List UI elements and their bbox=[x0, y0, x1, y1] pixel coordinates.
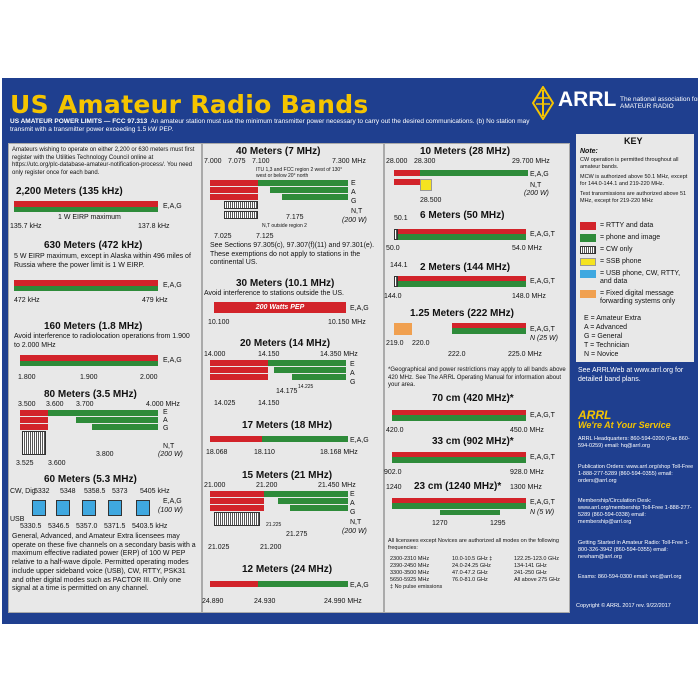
freq-2m-2: 144.0 bbox=[384, 293, 402, 300]
band-bar-20m-g-red bbox=[210, 374, 268, 380]
band-title-160m: 160 Meters (1.8 MHz) bbox=[44, 321, 143, 332]
freq-23cm-2: 1300 MHz bbox=[510, 484, 542, 491]
geo-note: *Geographical and power restrictions may apply to all bands above 420 MHz. See The ARRL Operating Manual for information about your area. bbox=[388, 367, 566, 388]
band-title-10m: 10 Meters (28 MHz) bbox=[420, 146, 511, 157]
freq-20m-4: 14.025 bbox=[214, 400, 236, 407]
band-bar-15m-a-green bbox=[278, 498, 348, 504]
power-15m: (200 W) bbox=[342, 528, 367, 535]
note-630m: 5 W EIRP maximum, except in Alaska within 496 miles of Russia where the power limit is 1 W EIRP. bbox=[14, 253, 191, 269]
freq-cell: 5650-5925 MHz bbox=[390, 577, 430, 583]
key-notes bbox=[580, 148, 692, 205]
band-bar-40m-e-green bbox=[258, 180, 348, 186]
freq-23cm-3: 1270 bbox=[432, 520, 448, 527]
freq-15m-6: 21.025 bbox=[208, 544, 230, 551]
band-bar-23cm-n bbox=[440, 510, 500, 515]
band-bar-80m-e-green bbox=[48, 410, 158, 416]
label-60m-cw: CW, Dig bbox=[10, 488, 36, 495]
class-6m: E,A,G,T bbox=[530, 231, 555, 238]
copyright: Copyright © ARRL 2017 rev. 9/22/2017 bbox=[576, 603, 671, 609]
key-swatch-usb bbox=[580, 270, 596, 278]
subtitle bbox=[10, 118, 530, 134]
freq-20m-1: 14.000 bbox=[204, 351, 226, 358]
freq-12m-2: 24.930 bbox=[254, 598, 276, 605]
band-bar-40m-g-red bbox=[210, 194, 258, 200]
freq-40m-4: 7.300 MHz bbox=[332, 158, 366, 165]
band-title-2200m: 2,200 Meters (135 kHz) bbox=[16, 186, 123, 197]
band-bar-2m-cw bbox=[394, 276, 398, 287]
freq-cell: All above 275 GHz bbox=[514, 577, 560, 583]
key-note-2: MCW is authorized above 50.1 MHz, except for 144.0-144.1 and 219-220 MHz. bbox=[580, 174, 688, 187]
freq-40m-1: 7.000 bbox=[204, 158, 222, 165]
band-title-40m: 40 Meters (7 MHz) bbox=[236, 146, 321, 157]
class-15m-nt: N,T bbox=[350, 519, 362, 526]
class-15m-g: G bbox=[350, 509, 356, 516]
arrlweb-note[interactable]: See ARRLWeb at www.arrl.org for detailed band plans. bbox=[578, 367, 684, 383]
class-40m-g: G bbox=[351, 198, 357, 205]
band-bar-40m-cw-nt bbox=[224, 201, 258, 209]
band-title-630m: 630 Meters (472 kHz) bbox=[44, 240, 143, 251]
band-bar-80m-e-red bbox=[20, 410, 48, 416]
class-80m-nt: N,T bbox=[163, 443, 175, 450]
freq-6m-3: 54.0 MHz bbox=[512, 245, 542, 252]
contact-exams: Exams: 860-594-0300 email: vec@arrl.org bbox=[578, 574, 682, 580]
freq-15m-3: 21.450 MHz bbox=[318, 482, 356, 489]
freq-23cm-4: 1295 bbox=[490, 520, 506, 527]
contact-membership: Membership/Circulation Desk: www.arrl.org/membership Toll-Free 1-888-277-5289 (860-594-0338) email: membership@arrl.org bbox=[578, 498, 692, 525]
freq-cell: 241-250 GHz bbox=[514, 570, 547, 576]
band-bar-125m-green bbox=[452, 328, 526, 334]
key-swatch-ssb bbox=[580, 258, 596, 266]
freq-125m-1: 219.0 bbox=[386, 340, 404, 347]
band-bar-80m-g-red bbox=[20, 424, 48, 430]
freq-15m-5: 21.275 bbox=[286, 531, 308, 538]
band-title-60m: 60 Meters (5.3 MHz) bbox=[44, 474, 137, 485]
class-10m-nt: N,T bbox=[530, 182, 542, 189]
band-title-20m: 20 Meters (14 MHz) bbox=[240, 338, 331, 349]
freq-6m-1: 50.1 bbox=[394, 215, 408, 222]
band-bar-70cm-green bbox=[392, 415, 526, 421]
band-title-30m: 30 Meters (10.1 MHz) bbox=[236, 278, 335, 289]
freq-30m-lo: 10.100 bbox=[208, 319, 230, 326]
class-20m-g: G bbox=[350, 379, 356, 386]
class-80m-a: A bbox=[163, 417, 168, 424]
freq-125m-4: 225.0 MHz bbox=[508, 351, 542, 358]
freq-12m-3: 24.990 MHz bbox=[324, 598, 362, 605]
band-bar-630m-green bbox=[14, 286, 158, 291]
freq-cell: 24.0-24.25 GHz bbox=[452, 563, 491, 569]
band-title-6m: 6 Meters (50 MHz) bbox=[420, 210, 505, 221]
usb-60m-5: 5403.5 kHz bbox=[132, 523, 168, 530]
ch-60m-4: 5373 bbox=[112, 488, 128, 495]
note-60m: General, Advanced, and Amateur Extra licensees may operate on these five channels on a secondary basis with a maximum effective radiated power (ERP) of 100 W PEP relative to a half-wave dipole. Permitted operating modes include upper sideband voice (USB), CW, RTTY, PSK31 and other digital modes such as PACTOR III. Only one signal at a time is permitted on any channel. bbox=[12, 533, 196, 593]
band-bar-12m-green bbox=[258, 581, 348, 587]
class-70cm: E,A,G,T bbox=[530, 412, 555, 419]
arrl-logo-text: ARRL bbox=[558, 88, 617, 111]
class-630m: E,A,G bbox=[163, 282, 182, 289]
key-swatch-rtty bbox=[580, 222, 596, 230]
class-2200m: E,A,G bbox=[163, 203, 182, 210]
class-novice: N = Novice bbox=[584, 351, 619, 358]
freq-40m-2: 7.075 bbox=[228, 158, 246, 165]
contact-hq: ARRL Headquarters: 860-594-0200 (Fax 860-594-0259) email: hq@arrl.org bbox=[578, 436, 690, 449]
band-title-70cm: 70 cm (420 MHz)* bbox=[432, 393, 514, 404]
freq-17m-1: 18.068 bbox=[206, 449, 228, 456]
freq-80m-2: 3.600 bbox=[46, 401, 64, 408]
band-title-17m: 17 Meters (18 MHz) bbox=[242, 420, 333, 431]
freq-17m-2: 18.110 bbox=[254, 449, 275, 456]
freq-20m-2: 14.150 bbox=[258, 351, 280, 358]
freq-80m-6: 3.600 bbox=[48, 460, 66, 467]
freq-cell: 3300-3500 MHz bbox=[390, 570, 430, 576]
license-classes bbox=[584, 314, 641, 359]
class-20m-a: A bbox=[350, 370, 355, 377]
freq-15m-1: 21.000 bbox=[204, 482, 226, 489]
freq-20m-5: 14.150 bbox=[258, 400, 280, 407]
note-160m: Avoid interference to radiolocation operations from 1.900 to 2.000 MHz bbox=[14, 333, 190, 349]
band-title-125m: 1.25 Meters (222 MHz) bbox=[410, 308, 514, 319]
freq-40m-7: 7.125 bbox=[256, 233, 274, 240]
ch-60m-2: 5348 bbox=[60, 488, 76, 495]
freq-15m-2: 21.200 bbox=[256, 482, 278, 489]
freq-30m-hi: 10.150 MHz bbox=[328, 319, 366, 326]
class-125m: E,A,G,T bbox=[530, 326, 555, 333]
key-label-cw: = CW only bbox=[600, 246, 633, 253]
class-2m: E,A,G,T bbox=[530, 278, 555, 285]
page-title: US Amateur Radio Bands bbox=[10, 90, 369, 119]
note-40m-r2: N,T outside region 2 bbox=[262, 223, 307, 229]
class-15m-e: E bbox=[350, 491, 355, 498]
band-bar-80m-g-green bbox=[92, 424, 158, 430]
power-40m: (200 W) bbox=[342, 217, 367, 224]
band-bar-10m-ssb bbox=[420, 179, 432, 191]
band-bar-15m-a-red bbox=[210, 498, 264, 504]
freq-70cm-1: 420.0 bbox=[386, 427, 404, 434]
service-heading: ARRL bbox=[578, 408, 612, 422]
band-bar-10m-green bbox=[420, 170, 528, 176]
freq-23cm-1: 1240 bbox=[386, 484, 402, 491]
freq-40m-3: 7.100 bbox=[252, 158, 270, 165]
freq-2m-1: 144.1 bbox=[390, 262, 408, 269]
contact-newham: Getting Started in Amateur Radio: Toll-Free 1-800-326-3942 (860-594-0355) email: newham@arrl.org bbox=[578, 540, 690, 560]
freq-80m-5: 3.525 bbox=[16, 460, 34, 467]
band-bar-10m-nt-red bbox=[394, 179, 420, 185]
power-10m: (200 W) bbox=[524, 190, 549, 197]
freq-2m-3: 148.0 MHz bbox=[512, 293, 546, 300]
class-40m-a: A bbox=[351, 189, 356, 196]
channel-60m-5 bbox=[136, 500, 150, 516]
ch-60m-3: 5358.5 bbox=[84, 488, 106, 495]
freq-cell: 134-141 GHz bbox=[514, 563, 547, 569]
class-40m-e: E bbox=[351, 180, 356, 187]
band-bar-80m-a-red bbox=[20, 417, 48, 423]
key-label-rtty: = RTTY and data bbox=[600, 222, 654, 229]
class-technician: T = Technician bbox=[584, 342, 630, 349]
band-bar-40m-cw-r2 bbox=[224, 211, 258, 219]
band-title-15m: 15 Meters (21 MHz) bbox=[242, 470, 333, 481]
freq-80m-4: 4.000 MHz bbox=[146, 401, 180, 408]
key-swatch-phone bbox=[580, 234, 596, 242]
class-23cm-n: N (5 W) bbox=[530, 509, 555, 516]
freq-630m-hi: 479 kHz bbox=[142, 297, 168, 304]
freq-15m-7: 21.200 bbox=[260, 544, 282, 551]
pulse-note: ‡ No pulse emissions bbox=[390, 584, 443, 590]
key-title: KEY bbox=[624, 136, 643, 146]
band-bar-80m-cw bbox=[22, 431, 46, 455]
usb-60m-1: 5330.5 bbox=[20, 523, 42, 530]
freq-cell: 47.0-47.2 GHz bbox=[452, 570, 488, 576]
note-30m: Avoid interference to stations outside the US. bbox=[204, 290, 344, 297]
band-bar-20m-e-red bbox=[210, 360, 268, 366]
band-bar-6m-cw bbox=[394, 229, 398, 240]
key-label-fixed: = Fixed digital message forwarding systems only bbox=[600, 290, 676, 305]
class-125m-n: N (25 W) bbox=[530, 335, 558, 342]
freq-125m-2: 220.0 bbox=[412, 340, 430, 347]
subtitle-bold: US AMATEUR POWER LIMITS — FCC 97.313 bbox=[10, 118, 148, 125]
freq-160m-2: 1.900 bbox=[80, 374, 98, 381]
channel-60m-2 bbox=[56, 500, 70, 516]
freq-80m-7: 3.800 bbox=[96, 451, 114, 458]
band-bar-17m-green bbox=[262, 436, 348, 442]
band-bar-2m-green bbox=[398, 281, 526, 287]
freq-80m-1: 3.500 bbox=[18, 401, 36, 408]
freq-40m-6: 7.025 bbox=[214, 233, 232, 240]
band-bar-15m-e-red bbox=[210, 491, 264, 497]
key-label-ssb: = SSB phone bbox=[600, 258, 642, 265]
freq-80m-3: 3.700 bbox=[76, 401, 94, 408]
band-bar-20m-a-green bbox=[274, 367, 346, 373]
band-bar-15m-cw bbox=[214, 512, 260, 526]
channel-60m-3 bbox=[82, 500, 96, 516]
key-swatch-cw bbox=[580, 246, 596, 254]
usb-60m-3: 5357.0 bbox=[76, 523, 98, 530]
band-bar-10m-red bbox=[394, 170, 420, 176]
above-note: All licensees except Novices are authorized all modes on the following frequencies: bbox=[388, 538, 559, 551]
freq-20m-7: 14.225 bbox=[298, 384, 314, 390]
class-12m: E,A,G bbox=[350, 582, 369, 589]
band-bar-2200m-green bbox=[14, 207, 158, 212]
freq-10m-2: 28.300 bbox=[414, 158, 436, 165]
band-bar-80m-a-green bbox=[76, 417, 158, 423]
band-bar-20m-e-green bbox=[268, 360, 346, 366]
freq-40m-5: 7.175 bbox=[286, 214, 304, 221]
key-note-1: CW operation is permitted throughout all amateur bands. bbox=[580, 157, 679, 170]
class-23cm: E,A,G,T bbox=[530, 499, 555, 506]
note-40m-itu: ITU 1,3 and FCC region 2 west of 130° west or below 20° north bbox=[256, 167, 343, 179]
freq-2200m-lo: 135.7 kHz bbox=[10, 223, 42, 230]
class-10m: E,A,G bbox=[530, 171, 549, 178]
band-title-12m: 12 Meters (24 MHz) bbox=[242, 564, 333, 575]
registration-note: Amateurs wishing to operate on either 2,200 or 630 meters must first register with the Utilities Technology Council online at https://utc.org/plc-database-amateur-notification-process/. You need only register once for each band. bbox=[12, 147, 195, 176]
key-label-phone: = phone and image bbox=[600, 234, 661, 241]
freq-cell: 76.0-81.0 GHz bbox=[452, 577, 488, 583]
key-note-3: Test transmissions are authorized above 51 MHz, except for 219-220 MHz bbox=[580, 191, 687, 204]
freq-cell: 2390-2450 MHz bbox=[390, 563, 430, 569]
band-bar-12m-red bbox=[210, 581, 258, 587]
freq-cell: 122.25-123.0 GHz bbox=[514, 556, 559, 562]
ch-60m-5: 5405 kHz bbox=[140, 488, 170, 495]
freq-10m-4: 28.500 bbox=[420, 197, 442, 204]
class-17m: E,A,G bbox=[350, 437, 369, 444]
freq-cell: 2300-2310 MHz bbox=[390, 556, 430, 562]
power-80m: (200 W) bbox=[158, 451, 183, 458]
subtitle-text: An amateur station must use the minimum transmitter power necessary to carry out the desired communications. (b) No station may transmit with a transmitter power exceeding 1.5 kW PEP. bbox=[10, 118, 530, 133]
freq-160m-3: 2.000 bbox=[140, 374, 158, 381]
freq-2200m-hi: 137.8 kHz bbox=[138, 223, 170, 230]
freq-cell: 10.0-10.5 GHz ‡ bbox=[452, 556, 493, 562]
freq-6m-2: 50.0 bbox=[386, 245, 400, 252]
note-40m: See Sections 97.305(c), 97.307(f)(11) and 97.301(e). These exemptions do not apply to stations in the continental US. bbox=[210, 242, 375, 266]
band-title-33cm: 33 cm (902 MHz)* bbox=[432, 436, 514, 447]
class-15m-a: A bbox=[350, 500, 355, 507]
freq-20m-3: 14.350 MHz bbox=[320, 351, 358, 358]
key-note-heading: Note: bbox=[580, 148, 598, 155]
class-33cm: E,A,G,T bbox=[530, 454, 555, 461]
service-subheading: We're At Your Service bbox=[578, 420, 671, 430]
band-bar-20m-a-red bbox=[210, 367, 268, 373]
band-bar-40m-e-red bbox=[210, 180, 258, 186]
ch-60m-1: 5332 bbox=[34, 488, 50, 495]
class-60m: E,A,G bbox=[163, 498, 182, 505]
freq-17m-3: 18.168 MHz bbox=[320, 449, 358, 456]
class-20m-e: E bbox=[350, 361, 355, 368]
band-bar-23cm-green bbox=[392, 503, 526, 509]
usb-60m-4: 5371.5 bbox=[104, 523, 126, 530]
band-bar-33cm-green bbox=[392, 457, 526, 463]
band-bar-6m-green bbox=[398, 234, 526, 240]
freq-table bbox=[390, 556, 560, 591]
label-60m-usb: USB bbox=[10, 516, 25, 523]
channel-60m-1 bbox=[32, 500, 46, 516]
band-bar-15m-g-green bbox=[290, 505, 348, 511]
band-bar-40m-a-green bbox=[270, 187, 348, 193]
freq-33cm-2: 928.0 MHz bbox=[510, 469, 544, 476]
channel-60m-4 bbox=[108, 500, 122, 516]
band-title-80m: 80 Meters (3.5 MHz) bbox=[44, 389, 137, 400]
band-bar-125m-fixed bbox=[394, 323, 412, 335]
class-general: G = General bbox=[584, 333, 623, 340]
band-bar-40m-a-red bbox=[210, 187, 258, 193]
key-swatch-fixed bbox=[580, 290, 596, 298]
power-60m: (100 W) bbox=[158, 507, 183, 514]
band-title-23cm: 23 cm (1240 MHz)* bbox=[414, 481, 502, 492]
freq-12m-1: 24.890 bbox=[202, 598, 224, 605]
arrl-diamond-logo-icon bbox=[532, 86, 554, 120]
class-80m-e: E bbox=[163, 409, 168, 416]
freq-10m-3: 29.700 MHz bbox=[512, 158, 550, 165]
key-label-usb: = USB phone, CW, RTTY, and data bbox=[600, 270, 681, 285]
band-title-2m: 2 Meters (144 MHz) bbox=[420, 262, 511, 273]
freq-15m-4: 21.225 bbox=[266, 522, 282, 528]
class-40m-nt: N,T bbox=[351, 208, 363, 215]
freq-20m-6: 14.175 bbox=[276, 388, 298, 395]
class-extra: E = Amateur Extra bbox=[584, 315, 641, 322]
class-80m-g: G bbox=[163, 425, 169, 432]
band-bar-17m-red bbox=[210, 436, 262, 442]
arrl-tagline: The national association for AMATEUR RADIO bbox=[620, 96, 700, 110]
contact-orders: Publication Orders: www.arrl.org/shop Toll-Free 1-888-277-5289 (860-594-0355) email: orders@arrl.org bbox=[578, 464, 694, 484]
freq-630m-lo: 472 kHz bbox=[14, 297, 40, 304]
class-advanced: A = Advanced bbox=[584, 324, 628, 331]
band-bar-15m-g-red bbox=[210, 505, 264, 511]
power-2200m: 1 W EIRP maximum bbox=[58, 214, 121, 221]
freq-10m-1: 28.000 bbox=[386, 158, 408, 165]
band-bar-160m-green bbox=[20, 361, 158, 366]
class-30m: E,A,G bbox=[350, 305, 369, 312]
freq-70cm-2: 450.0 MHz bbox=[510, 427, 544, 434]
usb-60m-2: 5346.5 bbox=[48, 523, 70, 530]
class-160m: E,A,G bbox=[163, 357, 182, 364]
band-bar-30m: 200 Watts PEP bbox=[214, 302, 346, 313]
freq-160m-1: 1.800 bbox=[18, 374, 36, 381]
band-bar-40m-g-green bbox=[282, 194, 348, 200]
freq-125m-3: 222.0 bbox=[448, 351, 466, 358]
band-bar-20m-g-green bbox=[292, 374, 346, 380]
freq-33cm-1: 902.0 bbox=[384, 469, 402, 476]
band-bar-15m-e-green bbox=[264, 491, 348, 497]
